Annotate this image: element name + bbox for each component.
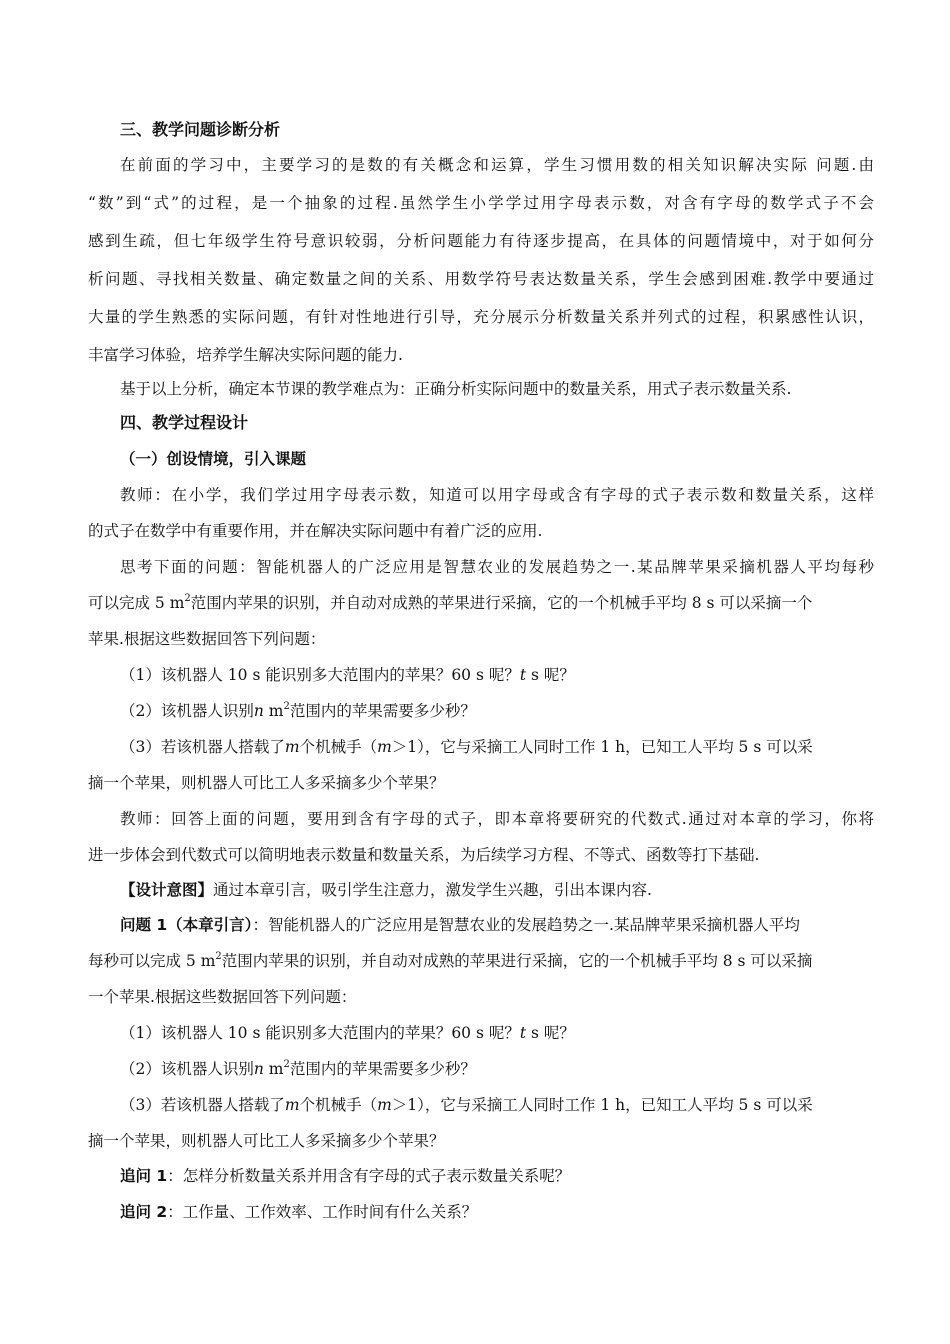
question-3: （3）若该机器人搭载了m个机械手（m＞1），它与采摘工人同时工作 1 h，已知工人平均 5 s 可以采 — [120, 738, 813, 756]
question-3-cont: 摘一个苹果，则机器人可比工人多采摘多少个苹果？ — [88, 774, 445, 792]
paragraph-line: 析问题、寻找相关数量、确定数量之间的关系、用数学符号表达数量关系，学生会感到困难.教学中要通过 — [88, 270, 874, 288]
teacher-line: 教师：回答上面的问题，要用到含有字母的式子，即本章将要研究的代数式.通过对本章的学习，你将 — [120, 810, 874, 828]
think-line: 苹果.根据这些数据回答下列问题： — [88, 630, 326, 648]
question-3: （3）若该机器人搭载了m个机械手（m＞1），它与采摘工人同时工作 1 h，已知工人平均 5 s 可以采 — [120, 1096, 813, 1114]
teacher-line: 进一步体会到代数式可以简明地表示数量和数量关系，为后续学习方程、不等式、函数等打下基础. — [88, 846, 760, 864]
paragraph-line: 丰富学习体验，培养学生解决实际问题的能力. — [88, 346, 403, 364]
think-line: 可以完成 5 $m^2$范围内苹果的识别，并自动对成熟的苹果进行采摘，它的一个机械手平均 8 s 可以采摘一个 — [88, 592, 813, 612]
think-line: 思考下面的问题：智能机器人的广泛应用是智慧农业的发展趋势之一.某品牌苹果采摘机器人平均每秒 — [120, 558, 874, 576]
problem-1-line: 每秒可以完成 5 $m^2$范围内苹果的识别，并自动对成熟的苹果进行采摘，它的一个机械手平均 8 s 可以采摘 — [88, 950, 813, 970]
section-4-heading: 四、教学过程设计 — [120, 413, 249, 432]
question-1: （1）该机器人 10 s 能识别多大范围内的苹果？60 s 呢？t s 呢？ — [120, 1024, 575, 1042]
problem-1-line: 问题 1（本章引言）：智能机器人的广泛应用是智慧农业的发展趋势之一.某品牌苹果采摘机器人平均 — [120, 916, 800, 934]
question-2: （2）该机器人识别n $m^2$范围内的苹果需要多少秒？ — [120, 700, 476, 720]
section-3-heading: 三、教学问题诊断分析 — [120, 120, 281, 139]
paragraph-line: 在前面的学习中，主要学习的是数的有关概念和运算，学生习惯用数的相关知识解决实际 问题.由 — [120, 156, 874, 174]
paragraph-line: 大量的学生熟悉的实际问题，有针对性地进行引导，充分展示分析数量关系并列式的过程，积累感性认识， — [88, 308, 874, 326]
question-1: （1）该机器人 10 s 能识别多大范围内的苹果？60 s 呢？t s 呢？ — [120, 666, 575, 684]
design-intent: 【设计意图】通过本章引言，吸引学生注意力，激发学生兴趣，引出本课内容. — [120, 881, 652, 899]
problem-1-line: 一个苹果.根据这些数据回答下列问题： — [88, 988, 357, 1006]
teacher-line: 的式子在数学中有重要作用，并在解决实际问题中有着广泛的应用. — [88, 522, 543, 540]
question-2: （2）该机器人识别n $m^2$范围内的苹果需要多少秒？ — [120, 1058, 476, 1078]
paragraph-line: “数”到“式”的过程，是一个抽象的过程.虽然学生小学学过用字母表示数，对含有字母的数学式子不会 — [88, 194, 874, 212]
subsection-1-heading: （一）创设情境，引入课题 — [120, 450, 307, 468]
question-3-cont: 摘一个苹果，则机器人可比工人多采摘多少个苹果？ — [88, 1132, 445, 1150]
teacher-line: 教师：在小学，我们学过用字母表示数，知道可以用字母或含有字母的式子表示数和数量关系，这样 — [120, 486, 874, 504]
follow-up-2: 追问 2：工作量、工作效率、工作时间有什么关系？ — [120, 1203, 478, 1221]
difficulty-conclusion: 基于以上分析，确定本节课的教学难点为：正确分析实际问题中的数量关系，用式子表示数量关系. — [120, 380, 792, 398]
paragraph-line: 感到生疏，但七年级学生符号意识较弱，分析问题能力有待逐步提高，在具体的问题情境中，对于如何分 — [88, 232, 874, 250]
follow-up-1: 追问 1：怎样分析数量关系并用含有字母的式子表示数量关系呢？ — [120, 1167, 571, 1185]
